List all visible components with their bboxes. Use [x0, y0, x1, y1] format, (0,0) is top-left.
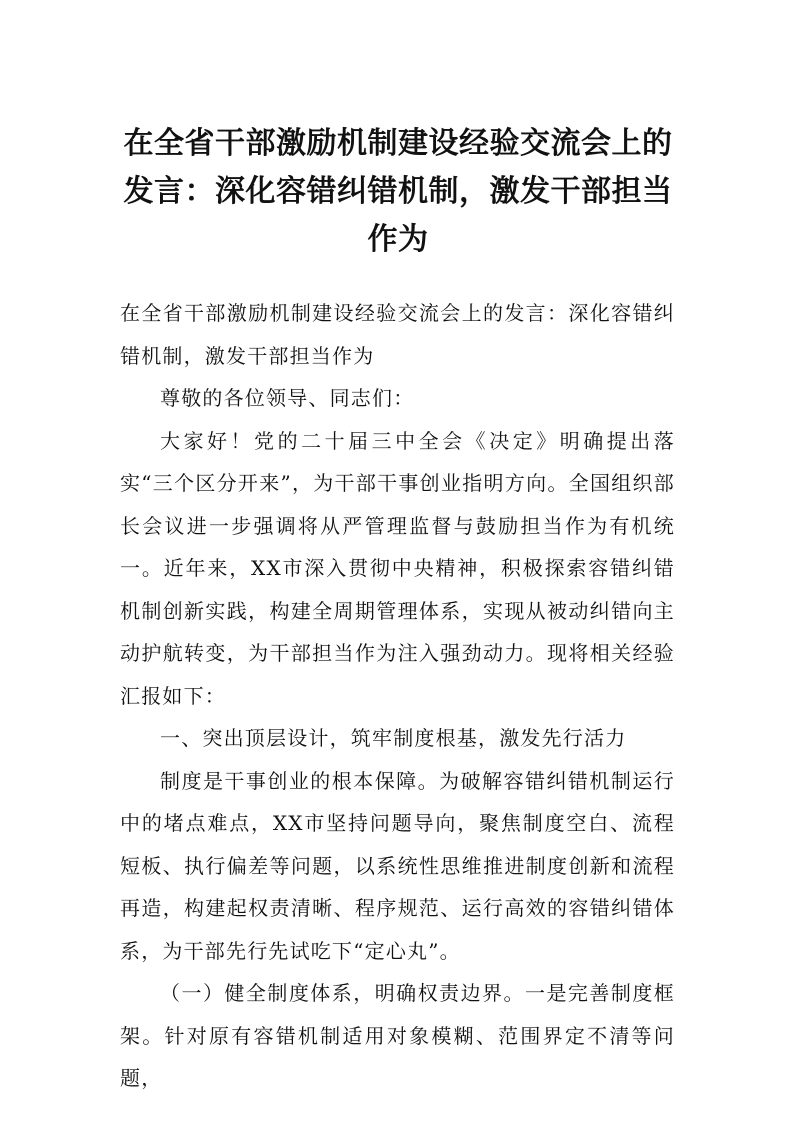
intro-paragraph: 大家好！党的二十届三中全会《决定》明确提出落实“三个区分开来”，为干部干事创业指明方向。全国组织部长会议进一步强调将从严管理监督与鼓励担当作为有机统一。近年来，XX市深入贯彻中央精神，积极探索容错纠错机制创新实践，构建全周期管理体系，实现从被动纠错向主动护航转变，为干部担当作为注入强劲动力。现将相关经验汇报如下： [120, 428, 675, 708]
document-title: 在全省干部激励机制建设经验交流会上的发言：深化容错纠错机制，激发干部担当作为 [123, 126, 673, 257]
document-body [120, 292, 675, 1100]
section-heading-1: 一、突出顶层设计，筑牢制度根基，激发先行活力 [160, 726, 627, 750]
subsection-paragraph: （一）健全制度体系，明确权责边界。一是完善制度框架。针对原有容错机制适用对象模糊、范围界定不清等问题， [120, 981, 675, 1090]
salutation-paragraph: 尊敬的各位领导、同志们： [160, 386, 415, 410]
subtitle-paragraph: 在全省干部激励机制建设经验交流会上的发言：深化容错纠错机制，激发干部担当作为 [120, 301, 675, 368]
body-paragraph: 制度是干事创业的根本保障。为破解容错纠错机制运行中的堵点难点，XX市坚持问题导向，聚焦制度空白、流程短板、执行偏差等问题，以系统性思维推进制度创新和流程再造，构建起权责清晰、程序规范、运行高效的容错纠错体系，为干部先行先试吃下“定心丸”。 [120, 768, 675, 963]
